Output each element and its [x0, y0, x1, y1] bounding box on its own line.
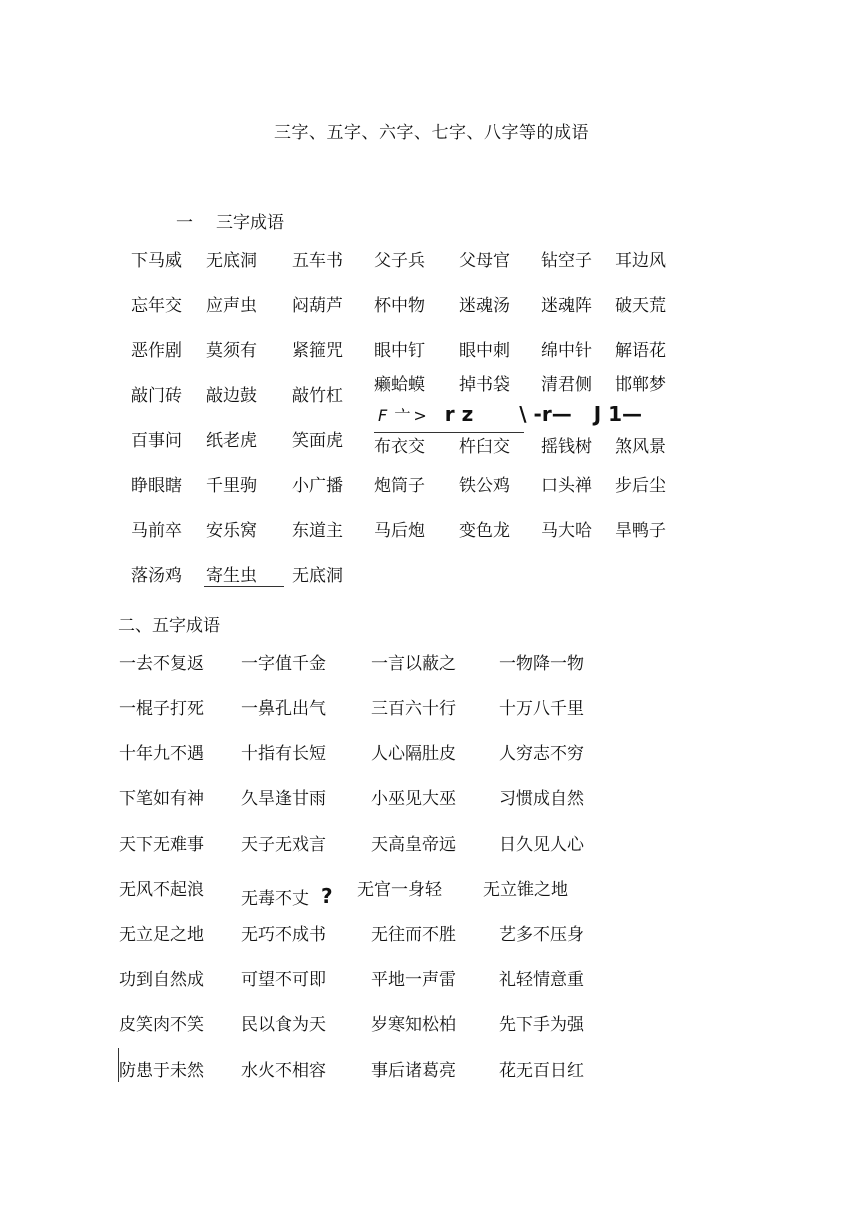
idiom-cell: 闷葫芦 [292, 296, 343, 316]
scan-artifact-fragment: J 1— [593, 402, 643, 426]
idiom-cell: 无底洞 [292, 566, 343, 586]
idiom-cell: 迷魂汤 [459, 296, 510, 316]
idiom-cell: 耳边风 [615, 251, 666, 271]
idiom-cell: 变色龙 [459, 521, 510, 541]
idiom-cell: 摇钱树 [541, 437, 592, 457]
idiom-cell: 一物降一物 [499, 654, 584, 674]
idiom-cell: 笑面虎 [292, 431, 343, 451]
idiom-cell: 眼中钉 [374, 341, 425, 361]
idiom-cell: 眼中刺 [459, 341, 510, 361]
scan-artifact-question-mark: ? [321, 884, 333, 908]
idiom-cell: 睁眼瞎 [131, 476, 182, 496]
idiom-cell: 步后尘 [615, 476, 666, 496]
idiom-cell: 一去不复返 [119, 654, 204, 674]
idiom-cell: 先下手为强 [499, 1015, 584, 1035]
idiom-cell: 马后炮 [374, 521, 425, 541]
idiom-cell: 日久见人心 [499, 835, 584, 855]
idiom-cell: 东道主 [292, 521, 343, 541]
idiom-cell: 父母官 [459, 251, 510, 271]
idiom-cell: 无立足之地 [119, 925, 204, 945]
idiom-cell: 杵臼交 [459, 437, 510, 457]
idiom-cell: 下笔如有神 [119, 789, 204, 809]
idiom-cell: 天下无难事 [119, 835, 204, 855]
idiom-cell: 敲门砖 [131, 386, 182, 406]
idiom-cell: 岁寒知松柏 [371, 1015, 456, 1035]
section1-heading: 三字成语 [216, 213, 284, 233]
idiom-cell: 久旱逢甘雨 [241, 789, 326, 809]
idiom-cell: 十万八千里 [499, 699, 584, 719]
idiom-cell: 邯郸梦 [615, 375, 666, 395]
idiom-cell: 天子无戏言 [241, 835, 326, 855]
section1-heading-number: 一 [176, 213, 193, 233]
idiom-cell: 癞蛤蟆 [374, 375, 425, 395]
idiom-cell: 可望不可即 [241, 970, 326, 990]
idiom-cell: 安乐窝 [206, 521, 257, 541]
idiom-cell: 人心隔肚皮 [371, 744, 456, 764]
scan-artifact-fragment: r z [444, 402, 474, 426]
idiom-cell: 炮筒子 [374, 476, 425, 496]
idiom-cell: 清君侧 [541, 375, 592, 395]
idiom-cell: 铁公鸡 [459, 476, 510, 496]
idiom-cell: 十指有长短 [241, 744, 326, 764]
idiom-cell: 莫须有 [206, 341, 257, 361]
underline [204, 586, 284, 587]
idiom-cell: 恶作剧 [131, 341, 182, 361]
idiom-cell: 马前卒 [131, 521, 182, 541]
idiom-cell: 事后诸葛亮 [371, 1061, 456, 1081]
idiom-cell: 礼轻情意重 [499, 970, 584, 990]
idiom-cell: 破天荒 [615, 296, 666, 316]
idiom-cell: 水火不相容 [241, 1061, 326, 1081]
scan-artifact-text [378, 402, 642, 426]
idiom-cell: 布衣交 [374, 437, 425, 457]
scan-artifact-fragment: \ -r— [519, 402, 572, 426]
idiom-cell: 无毒不丈 [241, 889, 309, 909]
idiom-cell: 紧箍咒 [292, 341, 343, 361]
idiom-cell: 无立锥之地 [483, 880, 568, 900]
idiom-cell: 纸老虎 [206, 431, 257, 451]
scan-artifact-fragment: F 亠 > [378, 406, 427, 425]
idiom-cell: 小巫见大巫 [371, 789, 456, 809]
idiom-cell: 一言以蔽之 [371, 654, 456, 674]
idiom-cell: 杯中物 [374, 296, 425, 316]
idiom-cell: 防患于未然 [119, 1061, 204, 1081]
idiom-cell: 十年九不遇 [119, 744, 204, 764]
idiom-cell: 百事问 [131, 431, 182, 451]
scan-artifact-line [374, 432, 524, 433]
idiom-cell: 民以食为天 [241, 1015, 326, 1035]
idiom-cell: 落汤鸡 [131, 566, 182, 586]
idiom-cell: 口头禅 [541, 476, 592, 496]
idiom-cell: 解语花 [615, 341, 666, 361]
idiom-cell: 绵中针 [541, 341, 592, 361]
idiom-cell: 一鼻孔出气 [241, 699, 326, 719]
idiom-cell: 马大哈 [541, 521, 592, 541]
idiom-cell: 艺多不压身 [499, 925, 584, 945]
idiom-cell: 花无百日红 [499, 1061, 584, 1081]
idiom-cell: 习惯成自然 [499, 789, 584, 809]
idiom-cell: 一字值千金 [241, 654, 326, 674]
idiom-cell: 皮笑肉不笑 [119, 1015, 204, 1035]
idiom-cell: 天高皇帝远 [371, 835, 456, 855]
page-title: 三字、五字、六字、七字、八字等的成语 [274, 123, 589, 143]
idiom-cell: 敲竹杠 [292, 386, 343, 406]
idiom-cell: 五车书 [292, 251, 343, 271]
idiom-cell: 旱鸭子 [615, 521, 666, 541]
idiom-cell: 人穷志不穷 [499, 744, 584, 764]
idiom-cell: 敲边鼓 [206, 386, 257, 406]
idiom-cell: 无底洞 [206, 251, 257, 271]
idiom-cell: 千里驹 [206, 476, 257, 496]
section2-heading: 二、五字成语 [118, 616, 220, 636]
idiom-cell: 钻空子 [541, 251, 592, 271]
idiom-cell: 迷魂阵 [541, 296, 592, 316]
idiom-cell: 忘年交 [131, 296, 182, 316]
idiom-cell: 应声虫 [206, 296, 257, 316]
idiom-cell: 寄生虫 [206, 566, 257, 586]
idiom-cell: 功到自然成 [119, 970, 204, 990]
idiom-cell: 下马威 [131, 251, 182, 271]
idiom-cell: 小广播 [292, 476, 343, 496]
idiom-cell: 平地一声雷 [371, 970, 456, 990]
idiom-cell: 无官一身轻 [357, 880, 442, 900]
idiom-cell: 无风不起浪 [119, 880, 204, 900]
idiom-cell: 父子兵 [374, 251, 425, 271]
idiom-cell: 煞风景 [615, 437, 666, 457]
idiom-cell: 一棍子打死 [119, 699, 204, 719]
idiom-cell: 三百六十行 [371, 699, 456, 719]
idiom-cell: 无巧不成书 [241, 925, 326, 945]
idiom-cell: 掉书袋 [459, 375, 510, 395]
idiom-cell: 无往而不胜 [371, 925, 456, 945]
